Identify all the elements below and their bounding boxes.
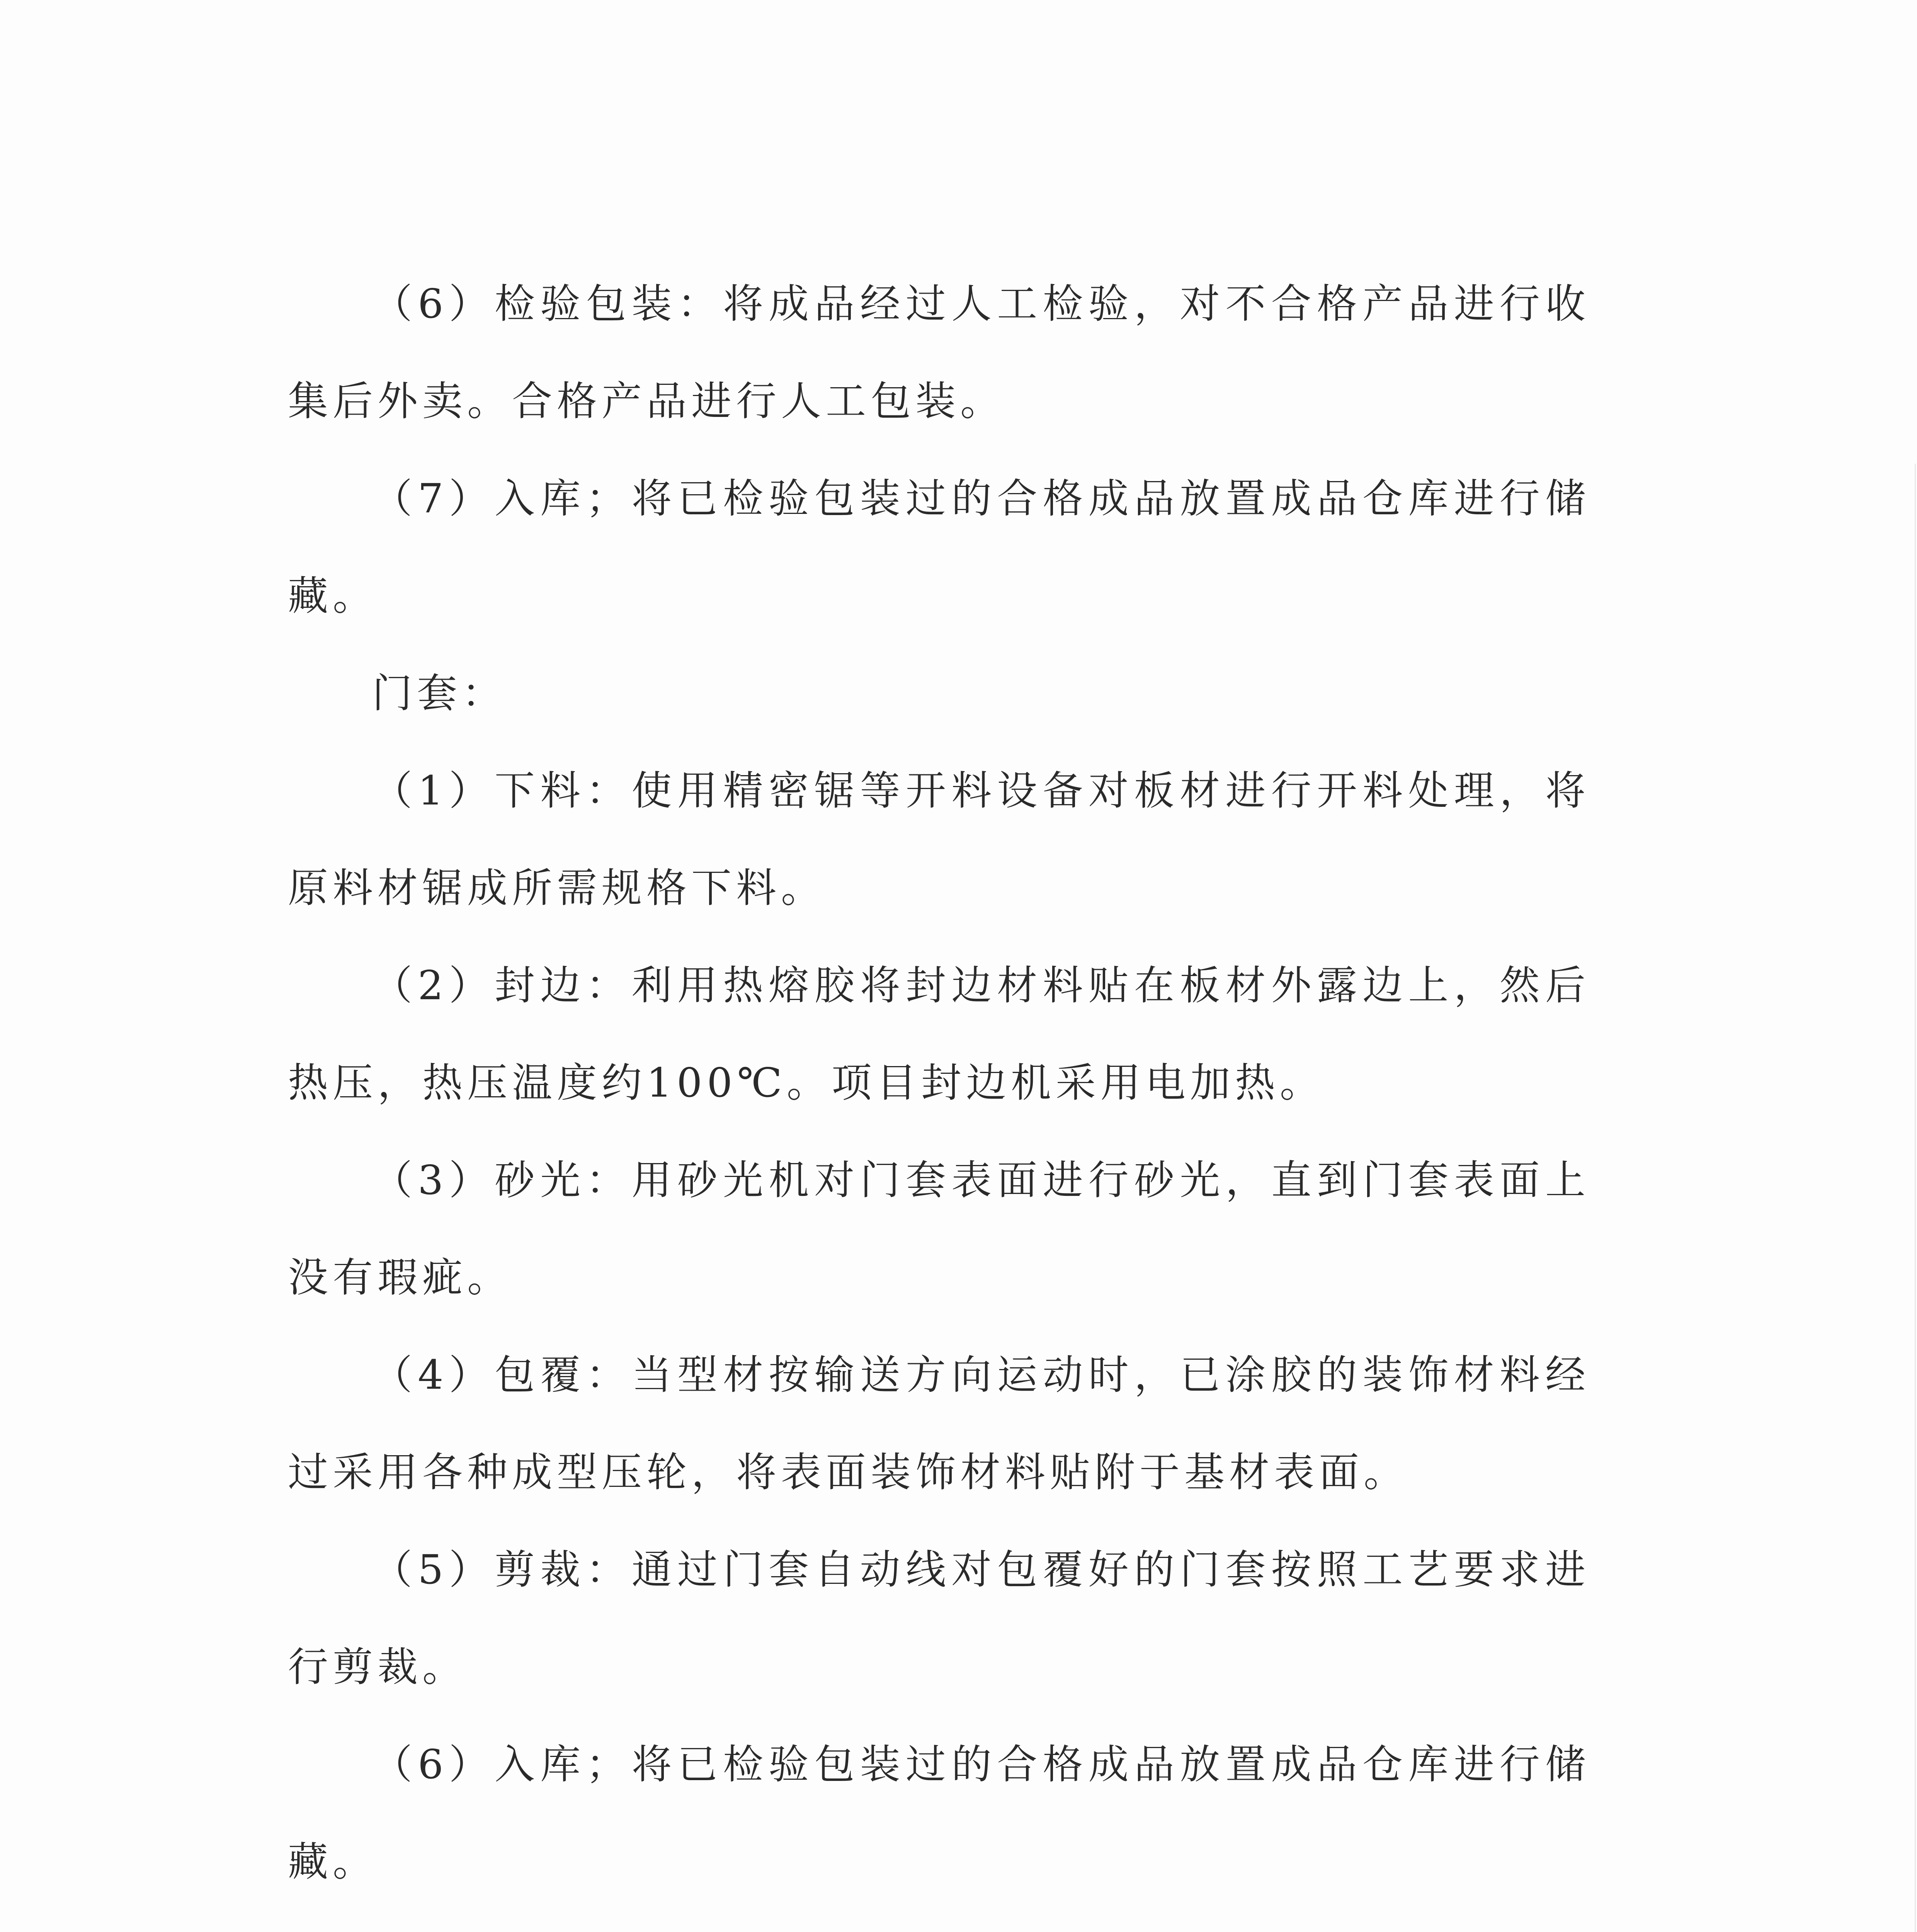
paragraph-warehousing-1: （7）入库；将已检验包装过的合格成品放置成品仓库进行储藏。 [288, 475, 1590, 619]
paragraph-door-warehousing: （6）入库；将已检验包装过的合格成品放置成品仓库进行储藏。 [288, 1741, 1590, 1885]
body-text [288, 255, 1590, 1932]
paragraph-door-wrapping: （4）包覆：当型材按输送方向运动时，已涂胶的装饰材料经过采用各种成型压轮，将表面装饰材料贴附于基材表面。 [288, 1351, 1590, 1496]
paragraph-door-cutting: （1）下料：使用精密锯等开料设备对板材进行开料处理，将原料材锯成所需规格下料。 [288, 767, 1590, 912]
paragraph-door-edge-banding: （2）封边：利用热熔胶将封边材料贴在板材外露边上，然后热压，热压温度约100℃。项目封边机采用电加热。 [288, 962, 1590, 1106]
scan-edge-shadow [1915, 464, 1916, 1932]
paragraph-door-sanding: （3）砂光：用砂光机对门套表面进行砂光，直到门套表面上没有瑕疵。 [288, 1156, 1590, 1301]
section-heading-l-line [288, 1910, 1590, 1932]
paragraph-inspection-packaging: （6）检验包装：将成品经过人工检验，对不合格产品进行收集后外卖。合格产品进行人工包装。 [288, 280, 1590, 425]
section-heading-door-frame: 门套： [372, 670, 507, 717]
paragraph-door-trimming: （5）剪裁：通过门套自动线对包覆好的门套按照工艺要求进行剪裁。 [288, 1546, 1590, 1690]
